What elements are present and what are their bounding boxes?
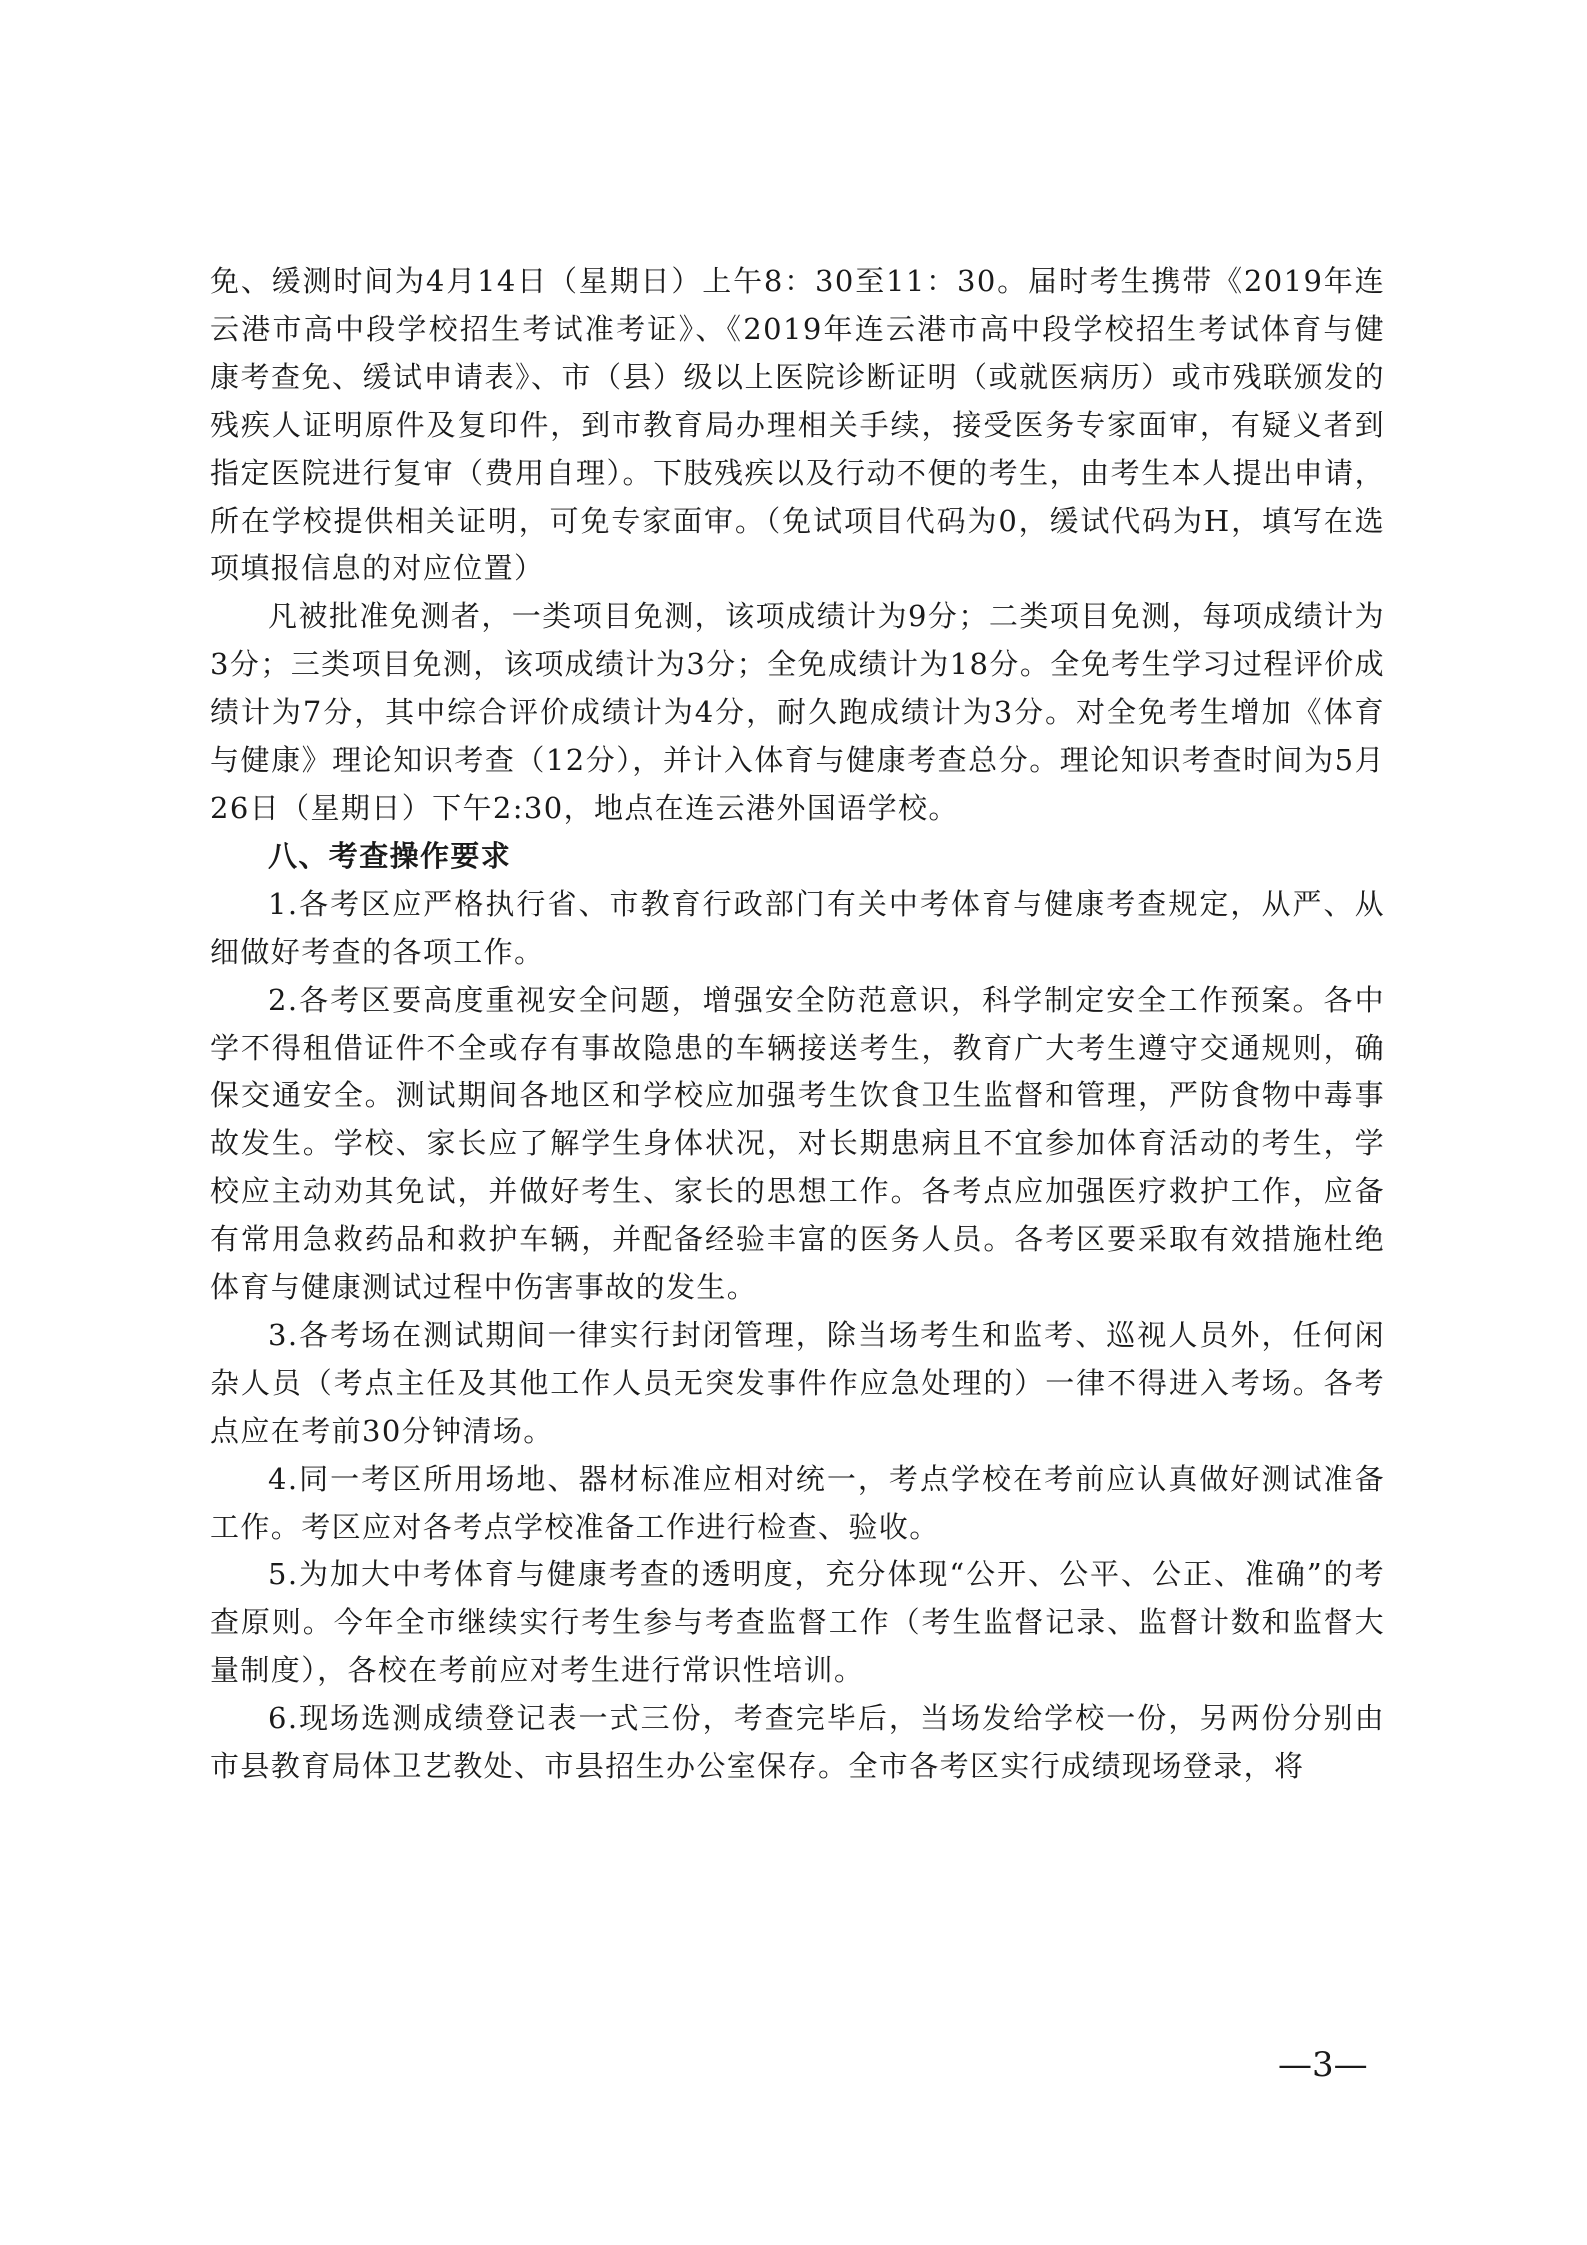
paragraph-exemption-scoring: 凡被批准免测者，一类项目免测，该项成绩计为9分；二类项目免测，每项成绩计为3分；三类项目免测，该项成绩计为3分；全免成绩计为18分。全免考生学习过程评价成绩计为7分，其中综合评价成绩计为4分，耐久跑成绩计为3分。对全免考生增加《体育与健康》理论知识考查（12分），并计入体育与健康考查总分。理论知识考查时间为5月26日（星期日）下午2:30，地点在连云港外国语学校。 bbox=[210, 599, 1385, 825]
paragraph-item-3: 3.各考场在测试期间一律实行封闭管理，除当场考生和监考、巡视人员外，任何闲杂人员（考点主任及其他工作人员无突发事件作应急处理的）一律不得进入考场。各考点应在考前30分钟清场。 bbox=[210, 1317, 1385, 1448]
paragraph-exemption-schedule: 免、缓测时间为4月14日（星期日）上午8：30至11：30。届时考生携带《2019年连云港市高中段学校招生考试准考证》、《2019年连云港市高中段学校招生考试体育与健康考查免、缓试申请表》、市（县）级以上医院诊断证明（或就医病历）或市残联颁发的残疾人证明原件及复印件，到市教育局办理相关手续，接受医务专家面审，有疑义者到指定医院进行复审（费用自理）。下肢残疾以及行动不便的考生，由考生本人提出申请，所在学校提供相关证明，可免专家面审。（免试项目代码为0，缓试代码为H，填写在选项填报信息的对应位置） bbox=[210, 264, 1385, 586]
page-number: —3— bbox=[1278, 2045, 1368, 2085]
paragraph-item-4: 4.同一考区所用场地、器材标准应相对统一，考点学校在考前应认真做好测试准备工作。考区应对各考点学校准备工作进行检查、验收。 bbox=[210, 1461, 1385, 1544]
paragraph-item-1: 1.各考区应严格执行省、市教育行政部门有关中考体育与健康考查规定，从严、从细做好考查的各项工作。 bbox=[210, 886, 1385, 969]
document-body bbox=[210, 258, 1385, 1791]
paragraph-item-6: 6.现场选测成绩登记表一式三份，考查完毕后，当场发给学校一份，另两份分别由市县教育局体卫艺教处、市县招生办公室保存。全市各考区实行成绩现场登录，将 bbox=[210, 1701, 1385, 1784]
paragraph-item-2: 2.各考区要高度重视安全问题，增强安全防范意识，科学制定安全工作预案。各中学不得租借证件不全或存有事故隐患的车辆接送考生，教育广大考生遵守交通规则，确保交通安全。测试期间各地区和学校应加强考生饮食卫生监督和管理，严防食物中毒事故发生。学校、家长应了解学生身体状况，对长期患病且不宜参加体育活动的考生，学校应主动劝其免试，并做好考生、家长的思想工作。各考点应加强医疗救护工作，应备有常用急救药品和救护车辆，并配备经验丰富的医务人员。各考区要采取有效措施杜绝体育与健康测试过程中伤害事故的发生。 bbox=[210, 982, 1385, 1305]
section-heading-operation-requirements: 八、考查操作要求 bbox=[268, 838, 512, 873]
paragraph-item-5: 5.为加大中考体育与健康考查的透明度，充分体现“公开、公平、公正、准确”的考查原则。今年全市继续实行考生参与考查监督工作（考生监督记录、监督计数和监督大量制度），各校在考前应对考生进行常识性培训。 bbox=[210, 1557, 1385, 1688]
